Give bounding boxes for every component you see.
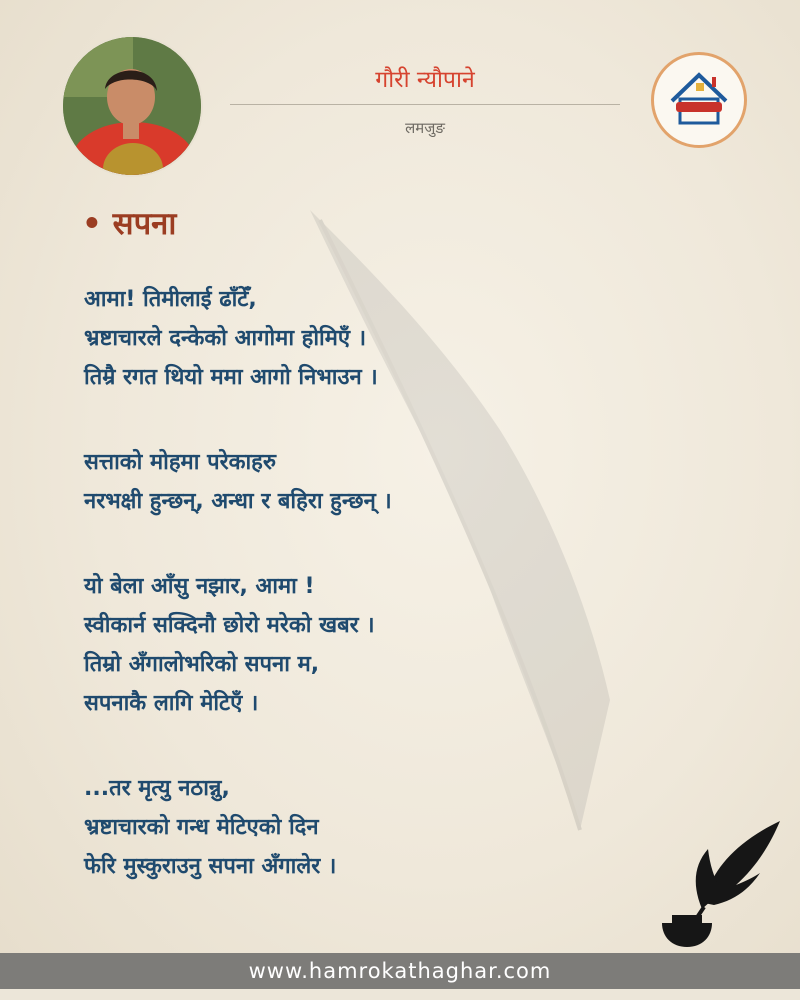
poem-line: तिम्रै रगत थियो ममा आगो निभाउन । <box>84 365 378 390</box>
bullet-mark: • <box>82 206 113 242</box>
poem-title-text: सपना <box>112 206 177 242</box>
poem-body <box>84 280 644 886</box>
quill-inkpot-icon <box>652 815 792 955</box>
poem-line: स्वीकार्न सक्दिनौ छोरो मरेको खबर । <box>84 613 375 638</box>
poem-line: भ्रष्टाचारको गन्ध मेटिएको दिन <box>84 815 319 840</box>
author-place: लमजुङ <box>405 119 445 137</box>
stanza-3 <box>84 567 644 723</box>
poem-line: आमा! तिमीलाई ढाँटेँ, <box>84 287 257 312</box>
author-photo <box>63 37 201 175</box>
poem-line: सत्ताको मोहमा परेकाहरु <box>84 450 277 475</box>
website-url[interactable]: www.hamrokathaghar.com <box>248 959 552 983</box>
header-divider <box>230 104 620 105</box>
poem-line: फेरि मुस्कुराउनु सपना अँगालेर । <box>84 854 337 879</box>
poem-line: ...तर मृत्यु नठान्नु, <box>84 776 230 801</box>
poem-title <box>82 202 176 244</box>
footer-edge <box>0 989 800 1000</box>
poem-line: सपनाकै लागि मेटिएँ । <box>84 691 259 716</box>
house-logo-icon <box>651 52 747 148</box>
stanza-1 <box>84 280 644 397</box>
footer-bar <box>0 953 800 989</box>
stanza-2 <box>84 443 644 521</box>
poem-line: भ्रष्टाचारले दन्केको आगोमा होमिएँ । <box>84 326 367 351</box>
stanza-4 <box>84 769 644 886</box>
poem-line: नरभक्षी हुन्छन्, अन्धा र बहिरा हुन्छन् । <box>84 489 392 514</box>
poem-line: तिम्रो अँगालोभरिको सपना म, <box>84 652 320 677</box>
author-name: गौरी न्यौपाने <box>375 67 475 93</box>
poem-line: यो बेला आँसु नझार, आमा ! <box>84 574 315 599</box>
